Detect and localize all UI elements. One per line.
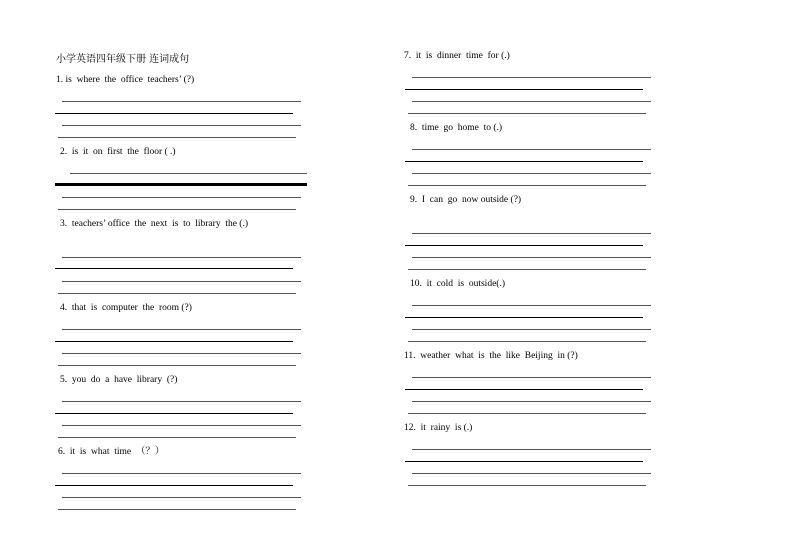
- answer-line: [408, 341, 646, 342]
- answer-line: [405, 161, 643, 162]
- answer-line: [408, 413, 646, 414]
- answer-line: [58, 509, 296, 510]
- answer-line: [62, 197, 301, 198]
- answer-line: [408, 485, 646, 486]
- answer-line: [412, 329, 651, 330]
- answer-line: [412, 149, 651, 150]
- answer-line: [58, 437, 296, 438]
- answer-line: [62, 497, 301, 498]
- answer-line: [55, 485, 293, 486]
- answer-line: [62, 281, 301, 282]
- question-6: 6. it is what time （？）: [58, 447, 165, 457]
- answer-line: [55, 113, 293, 114]
- answer-line: [412, 401, 651, 402]
- answer-line: [412, 305, 651, 306]
- answer-line: [408, 113, 646, 114]
- question-1: 1. is where the office teachers’ (?): [56, 75, 195, 85]
- question-5: 5. you do a have library (?): [60, 375, 178, 385]
- answer-line: [412, 377, 651, 378]
- answer-line: [62, 125, 301, 126]
- answer-line: [55, 268, 293, 269]
- question-3: 3. teachers’ office the next is to library the (.): [60, 219, 248, 229]
- question-12: 12. it rainy is (.): [404, 423, 473, 433]
- answer-line: [408, 269, 646, 270]
- answer-line: [412, 257, 651, 258]
- answer-line: [62, 101, 301, 102]
- answer-line: [62, 257, 301, 258]
- answer-line: [405, 389, 643, 390]
- answer-line: [62, 473, 301, 474]
- question-4: 4. that is computer the room (?): [60, 303, 192, 313]
- question-8: 8. time go home to (.): [410, 123, 503, 133]
- question-7: 7. it is dinner time for (.): [404, 51, 510, 61]
- answer-line: [405, 89, 643, 90]
- answer-line: [405, 245, 643, 246]
- answer-line: [412, 473, 651, 474]
- answer-line: [62, 425, 301, 426]
- answer-line: [58, 209, 296, 210]
- answer-line: [55, 341, 293, 342]
- answer-line: [405, 317, 643, 318]
- question-10: 10. it cold is outside(.): [410, 279, 505, 289]
- answer-line: [405, 461, 643, 462]
- answer-line: [62, 329, 301, 330]
- answer-line: [62, 401, 301, 402]
- worksheet-title: 小学英语四年级下册 连词成句: [56, 54, 190, 65]
- answer-line: [58, 365, 296, 366]
- question-11: 11. weather what is the like Beijing in (?): [404, 351, 578, 361]
- answer-line: [70, 173, 307, 174]
- answer-line: [62, 353, 301, 354]
- answer-line: [55, 183, 307, 186]
- question-2: 2. is it on first the floor ( .): [60, 147, 176, 157]
- answer-line: [55, 413, 293, 414]
- answer-line: [412, 101, 651, 102]
- answer-line: [412, 449, 651, 450]
- answer-line: [412, 173, 651, 174]
- answer-line: [58, 293, 296, 294]
- question-9: 9. I can go now outside (?): [410, 195, 522, 205]
- answer-line: [58, 137, 296, 138]
- answer-line: [412, 233, 651, 234]
- answer-line: [412, 77, 651, 78]
- answer-line: [408, 185, 646, 186]
